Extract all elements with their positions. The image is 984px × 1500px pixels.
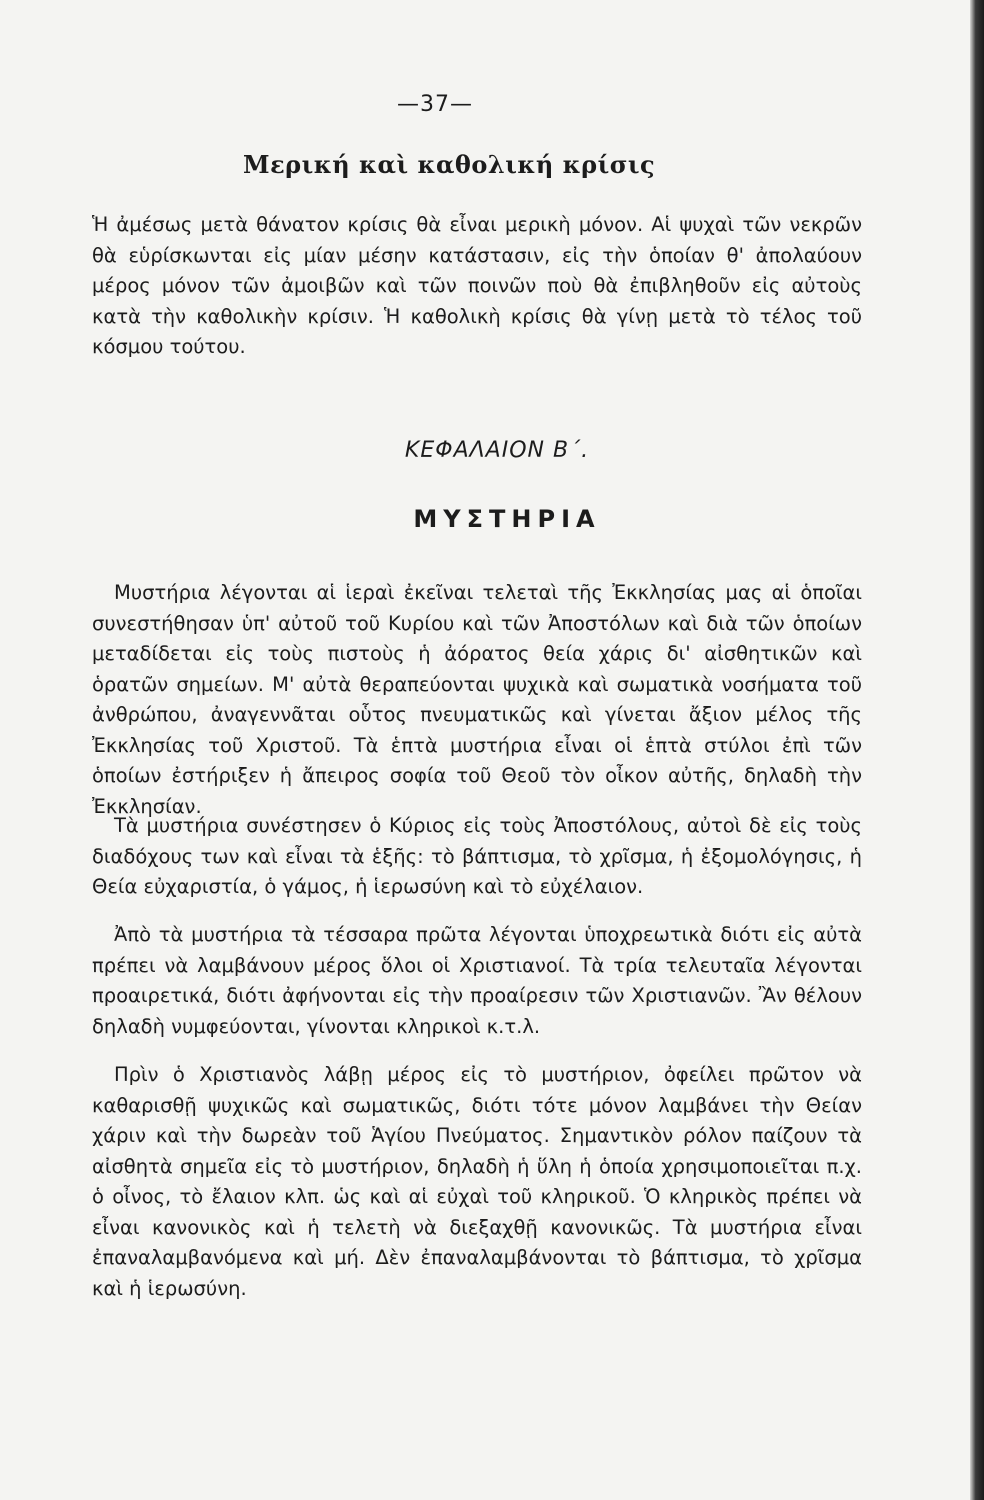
chapter-paragraph: Τὰ μυστήρια συνέστησεν ὁ Κύριος εἰς τοὺς Ἀποστόλους, αὐτοὶ δὲ εἰς τοὺς διαδόχους των καὶ εἶναι τὰ ἑξῆς: τὸ βάπτισμα, τὸ χρῖσμα, ἡ ἐξομολόγησις, ἡ Θεία εὐχαριστία, ὁ γάμος, ἡ ἱερωσύνη καὶ τὸ εὐχέλαιον. <box>92 814 862 898</box>
chapter-paragraph: Μυστήρια λέγονται αἱ ἱεραὶ ἐκεῖναι τελεταὶ τῆς Ἐκκλησίας μας αἱ ὁποῖαι συνεστήθησαν ὑπ' αὐτοῦ τοῦ Κυρίου καὶ τῶν Ἀποστόλων καὶ διὰ τῶν ὁποίων μεταδίδεται εἰς τοὺς πιστοὺς ἡ ἀόρατος θεία χάρις δι' αἰσθητικῶν καὶ ὁρατῶν σημείων. Μ' αὐτὰ θεραπεύονται ψυχικὰ καὶ σωματικὰ νοσήματα τοῦ ἀνθρώπου, ἀναγεννᾶται οὗτος πνευματικῶς καὶ γίνεται ἄξιον μέλος τῆς Ἐκκλησίας τοῦ Χριστοῦ. Τὰ ἑπτὰ μυστήρια εἶναι οἱ ἑπτὰ στύλοι ἐπὶ τῶν ὁποίων ἐστήριξεν ἡ ἄπειρος σοφία τοῦ Θεοῦ τὸν οἶκον αὐτῆς, δηλαδὴ τὴν Ἐκκλησίαν. <box>92 581 862 818</box>
chapter-paragraph: Ἀπὸ τὰ μυστήρια τὰ τέσσαρα πρῶτα λέγονται ὑποχρεωτικὰ διότι εἰς αὐτὰ πρέπει νὰ λαμβάνουν μέρος ὅλοι οἱ Χριστιανοί. Τὰ τρία τελευταῖα λέγονται προαιρετικά, διότι ἀφήνονται εἰς τὴν προαίρεσιν τῶν Χριστιανῶν. Ἂν θέλουν δηλαδὴ νυμφεύονται, γίνονται κληρικοὶ κ.τ.λ. <box>92 923 862 1038</box>
chapter-title: ΜΥΣΤΗΡΙΑ <box>413 505 601 533</box>
page-number: —37— <box>397 92 473 117</box>
chapter-label: ΚΕΦΑΛΑΙΟΝ Β΄. <box>404 438 590 463</box>
page-edge-shadow <box>970 0 984 1500</box>
section-paragraph: Ἡ ἀμέσως μετὰ θάνατον κρίσις θὰ εἶναι μερικὴ μόνον. Αἱ ψυχαὶ τῶν νεκρῶν θὰ εὑρίσκωνται εἰς μίαν μέσην κατάστασιν, εἰς τὴν ὁποίαν θ' ἀπολαύουν μέρος μόνον τῶν ἀμοιβῶν καὶ τῶν ποινῶν ποὺ θὰ ἐπιβληθοῦν εἰς αὐτοὺς κατὰ τὴν καθολικὴν κρίσιν. Ἡ καθολικὴ κρίσις θὰ γίνῃ μετὰ τὸ τέλος τοῦ κόσμου τούτου. <box>92 213 862 358</box>
chapter-paragraph: Πρὶν ὁ Χριστιανὸς λάβῃ μέρος εἰς τὸ μυστήριον, ὀφείλει πρῶτον νὰ καθαρισθῇ ψυχικῶς καὶ σωματικῶς, διότι τότε μόνον λαμβάνει τὴν Θείαν χάριν καὶ τὴν δωρεὰν τοῦ Ἁγίου Πνεύματος. Σημαντικὸν ρόλον παίζουν τὰ αἰσθητὰ σημεῖα εἰς τὸ μυστήριον, δηλαδὴ ἡ ὕλη ἡ ὁποία χρησιμοποιεῖται π.χ. ὁ οἶνος, τὸ ἔλαιον κλπ. ὡς καὶ αἱ εὐχαὶ τοῦ κληρικοῦ. Ὁ κληρικὸς πρέπει νὰ εἶναι κανονικὸς καὶ ἡ τελετὴ νὰ διεξαχθῇ κανονικῶς. Τὰ μυστήρια εἶναι ἐπαναλαμβανόμενα καὶ μή. Δὲν ἐπαναλαμβάνονται τὸ βάπτισμα, τὸ χρῖσμα καὶ ἡ ἱερωσύνη. <box>92 1063 862 1300</box>
section-heading: Μερική καὶ καθολική κρίσις <box>243 150 656 179</box>
